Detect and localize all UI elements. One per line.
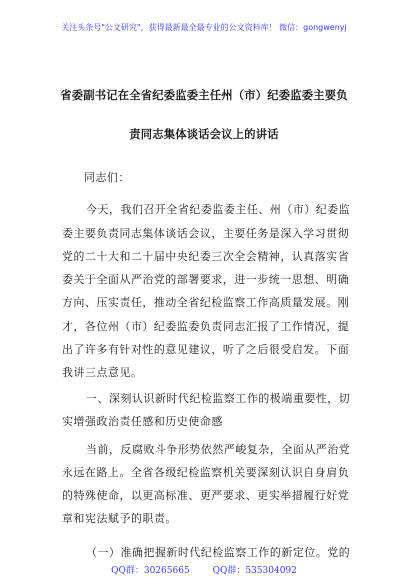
footer-qq-group-2: QQ群：535304092 (212, 566, 297, 576)
footer-qq-groups (0, 563, 408, 576)
body-line: 当前，反腐败斗争形势依然严峻复杂，全面从严治党 (86, 443, 351, 456)
document-title-line-1: 省委副书记在全省纪委监委主任州（市）纪委监委主要负 (60, 89, 348, 102)
body-line: 永远在路上。全省各级纪检监察机关要深刻认识自身肩负 (62, 466, 350, 479)
body-line: 章和宪法赋予的职责。 (62, 512, 177, 525)
section-heading-line: 一、深刻认识新时代纪检监察工作的极端重要性，切 (86, 392, 351, 405)
footer-qq-group-1: QQ群：30265665 (111, 566, 190, 576)
body-line: 出了许多有针对性的意见建议，听了之后很受启发。下面 (62, 343, 350, 356)
body-line: 才，各位州（市）纪委监委负责同志汇报了工作情况，提 (62, 320, 350, 333)
body-line: 的特殊使命，以更高标准、更严要求、更实举措履行好党 (62, 489, 350, 502)
subsection-heading-line: （一）准确把握新时代纪检监察工作的新定位。党的 (86, 546, 351, 559)
body-line: 今天，我们召开全省纪委监委主任、州（市）纪委监 (86, 203, 351, 216)
body-line: 我讲三点意见。 (62, 366, 143, 379)
body-line: 委主要负责同志集体谈话会议，主要任务是深入学习贯彻 (62, 227, 350, 240)
document-title-line-2: 责同志集体谈话会议上的讲话 (129, 128, 279, 141)
header-promo-note: 关注头条号"公文研究"，获得最新最全最专业的公文资料库！ 微信：gongwenyj (61, 23, 347, 32)
body-line: 委关于全面从严治党的部署要求，进一步统一思想、明确 (62, 273, 350, 286)
salutation: 同志们： (84, 171, 130, 184)
body-line: 方向、压实责任，推动全省纪检监察工作高质量发展。刚 (62, 296, 350, 309)
section-heading-line: 实增强政治责任感和历史使命感 (62, 415, 223, 428)
body-line: 党的二十大和二十届中央纪委三次全会精神，认真落实省 (62, 250, 350, 263)
